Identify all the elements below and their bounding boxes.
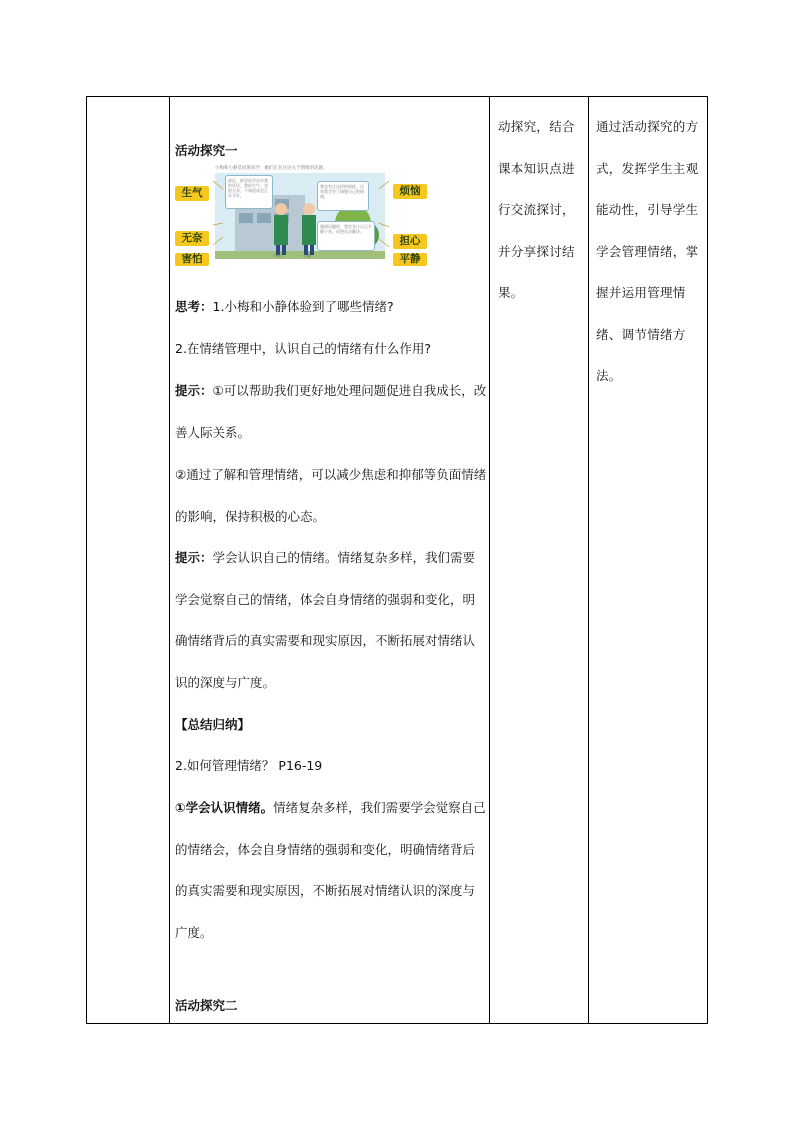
activity-column-text: 动探究，结合课本知识点进行交流探讨，并分享探讨结果。 [498,119,575,300]
activity1-title: 活动探究一 [175,143,238,158]
emotion-tag: 生气 [175,186,209,201]
speech-bubble-right-top: 我也有过这样的困扰，后来我学会了调整自己的情绪。 [317,181,369,211]
hint-text: ①可以帮助我们更好地处理问题促进自我成长，改善人际关系。 [175,383,487,440]
emotion-tag: 害怕 [175,253,209,266]
emotion-tag: 平静 [393,253,427,266]
hint-paragraph-1b: ②通过了解和管理情绪，可以减少焦虑和抑郁等负面情绪的影响，保持积极的心态。 [175,467,487,524]
activity2-title: 活动探究二 [175,998,238,1013]
point-1-heading: ①学会认识情绪。 [175,800,274,815]
speech-bubble-right-bottom: 遇到问题时，我会先让自己平静下来，再想办法解决。 [317,221,375,251]
summary-title: 【总结归纳】 [175,717,251,732]
question-2: 2.如何管理情绪？ P16-19 [175,758,323,773]
emotion-tag: 烦恼 [393,184,427,199]
point-1-paragraph [175,787,487,954]
emotion-tag: 无奈 [175,231,209,246]
hint-paragraph-2 [175,537,487,704]
think-question-2: 2.在情绪管理中，认识自己的情绪有什么作用? [175,341,432,356]
think-q1-text: 1.小梅和小静体验到了哪些情绪? [212,299,394,314]
think-question-1 [175,286,487,328]
name-label-left: 小梅 [273,253,281,258]
activity-column [489,97,588,1023]
hint-label: 提示： [175,383,213,398]
main-content-column [169,97,489,1023]
activity-illustration [175,165,427,265]
purpose-column [588,97,708,1023]
purpose-column-text: 通过活动探究的方式，发挥学生主观能动性，引导学生学会管理情绪，掌握并运用管理情绪、调节情绪方法。 [596,119,699,383]
hint-text: 学会认识自己的情绪。情绪复杂多样，我们需要学会觉察自己的情绪，体会自身情绪的强弱和变化，明确情绪背后的真实需要和现实原因，不断拓展对情绪认识的深度与广度。 [175,550,476,691]
illustration-caption: 小梅和小静是同班同学，她们正在讨论关于情绪的话题。 [215,166,328,171]
hint-label: 提示： [175,550,213,565]
emotion-tag: 担心 [393,234,427,249]
think-label: 思考： [175,299,213,314]
illustration-scene [175,165,427,261]
name-label-right: 小静 [303,253,311,258]
lesson-table [86,96,708,1024]
speech-bubble-left: 最近，班里同学在传我的坏话，我很生气，也很无奈，不知道该怎么办才好。 [225,175,273,209]
hint-paragraph-1 [175,370,487,453]
point-1-text: 情绪复杂多样，我们需要学会觉察自己的情绪会，体会自身情绪的强弱和变化，明确情绪背后的真实需要和现实原因，不断拓展对情绪认识的深度与广度。 [175,800,486,941]
